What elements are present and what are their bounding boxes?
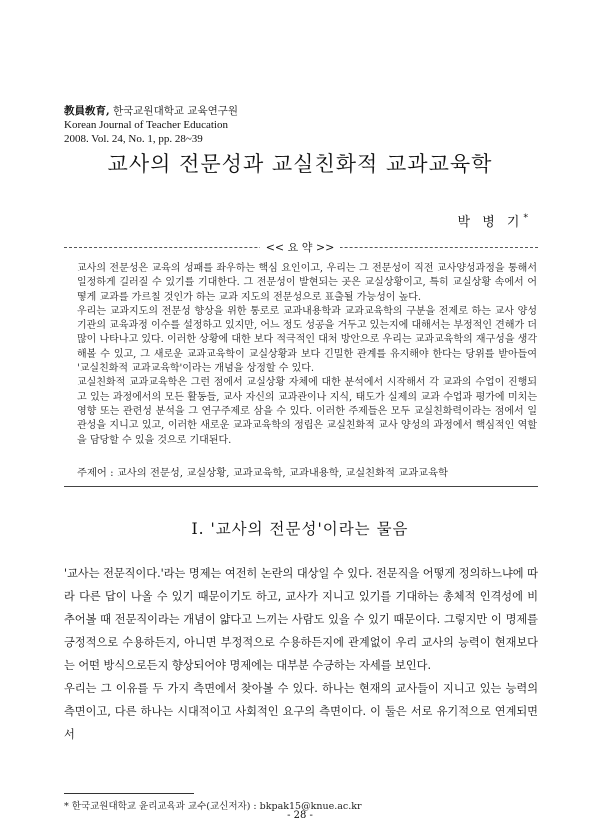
author-footnote-mark: * bbox=[523, 213, 528, 224]
page-number: - 28 - bbox=[287, 810, 313, 821]
body-paragraph: '교사는 전문직이다.'라는 명제는 여전히 논란의 대상일 수 있다. 전문직을 어떻게 정의하느냐에 따라 다른 답이 나올 수 있기 때문이기도 하고, 교사가 지니고 있기를 기대하는 총체적 인격성에 비추어볼 때 전문직이라는 개념이 얇다고 느끼는 사람도 있을 수 있기 때문이다. 그렇지만 이 명제를 긍정적으로 수용하든지, 아니면 부정적으로 수용하든지에 관계없이 우리 교사의 능력이 현재보다는 어떤 방식으로든지 향상되어야 명제에는 대부분 수긍하는 자세를 보인다. bbox=[64, 567, 538, 672]
journal-name-korean: 教員敎育, 한국교원대학교 교육연구원 bbox=[64, 105, 239, 117]
author-name: 박 병 기 bbox=[457, 215, 524, 230]
journal-header bbox=[64, 104, 238, 146]
abstract-paragraph: 교사의 전문성은 교육의 성패를 좌우하는 핵심 요인이고, 우리는 그 전문성이 직전 교사양성과정을 통해서 일정하게 길러질 수 있기를 기대한다. 그 전문성이 발현되는 곳은 교실상황이고, 특히 교실상황 속에서 어떻게 교과를 가르칠 것인가 하는 교과 지도의 전문성으로 표출될 가능성이 높다. bbox=[77, 263, 537, 303]
abstract-label: << 요 약 >> bbox=[0, 239, 600, 255]
section-heading: Ⅰ. '교사의 전문성'이라는 물음 bbox=[191, 520, 409, 538]
abstract-bottom-rule bbox=[64, 486, 538, 487]
paper-title: 교사의 전문성과 교실친화적 교과교육학 bbox=[107, 152, 493, 176]
abstract-paragraph: 교실친화적 교과교육학은 그런 점에서 교실상황 자체에 대한 분석에서 시작해서 각 교과의 수업이 진행되고 있는 과정에서의 모든 활동들, 교사 자신의 교과관이나 지식, 태도가 실제의 교과 수업과 평가에 미치는 영향 또는 관련성 분석을 그 연구주제로 삼을 수 있다. 이러한 주제들은 모두 교실친화력이라는 점에서 일관성을 지니고 있고, 이러한 새로운 교과교육학의 정립은 교실친화적 교사 양성의 과정에서 핵심적인 역할을 담당할 수 있을 것으로 기대된다. bbox=[77, 377, 537, 446]
abstract bbox=[77, 262, 537, 448]
footnote-rule bbox=[64, 793, 194, 794]
keywords: 주제어 : 교사의 전문성, 교실상황, 교과교육학, 교과내용학, 교실친화적 교과교육학 bbox=[77, 467, 448, 479]
body-paragraph: 우리는 그 이유를 두 가지 측면에서 찾아볼 수 있다. 하나는 현재의 교사들이 지니고 있는 능력의 측면이고, 다른 하나는 시대적이고 사회적인 요구의 측면이다. 이 둘은 서로 유기적으로 연계되면서 bbox=[64, 682, 538, 741]
abstract-paragraph: 우리는 교과지도의 전문성 향상을 위한 통로로 교과내용학과 교과교육학의 구분을 전제로 하는 교사 양성기관의 교육과정 이수를 설정하고 있지만, 어느 정도 성공을 거두고 있는지에 대해서는 부정적인 견해가 더 많이 나타나고 있다. 이러한 상황에 대한 보다 적극적인 대처 방안으로 우리는 교과교육학의 재구성을 생각해볼 수 있고, 그 새로운 교과교육학이 교실상황과 보다 긴밀한 관계를 유지해야 한다는 당위를 받아들여 '교실친화적 교과교육학'이라는 개념을 상정할 수 있다. bbox=[77, 305, 537, 375]
body-text bbox=[64, 562, 538, 746]
journal-issue: 2008. Vol. 24, No. 1, pp. 28~39 bbox=[64, 133, 203, 145]
author bbox=[458, 211, 528, 230]
footnote: * 한국교원대학교 윤리교육과 교수(교신저자) : bkpak15@knue.ac.kr bbox=[64, 801, 362, 812]
journal-name-english: Korean Journal of Teacher Education bbox=[64, 119, 228, 131]
